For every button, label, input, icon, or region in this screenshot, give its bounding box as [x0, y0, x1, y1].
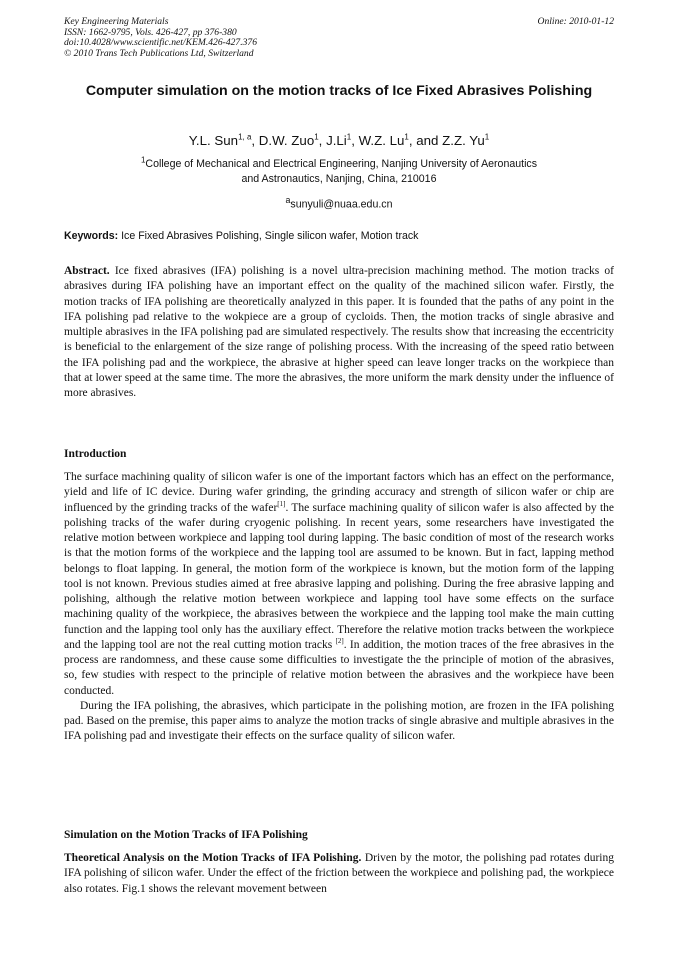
- author-name: W.Z. Lu: [358, 133, 405, 148]
- author-affil-marker: 1: [314, 132, 319, 142]
- email-address: sunyuli@nuaa.edu.cn: [290, 198, 393, 211]
- section-heading-simulation: Simulation on the Motion Tracks of IFA Polishing: [64, 829, 308, 841]
- intro-text: . The surface machining quality of silicon wafer is also affected by the polishing tracks of the wafer during cryogenic polishing. In recent years, some researchers have investigated the relative motion between workpiece and lapping tool during lapping. The basic condition of most of the research works is that the motion forms of the workpiece and the lapping tool are assumed to be known. But in fact, lapping method belongs to float lapping. In general, the motion form of the workpiece is known, but the motion form of the lapping tool is not known. Previous studies aimed at free abrasive lapping and polishing. During the free abrasive lapping and polishing, although the relative motion between workpiece and lapping tool have some effects on the surface machining quality of the workpiece, the abrasives between the workpiece and the lapping tool make the main cutting function and the lapping tool only has the auxiliary effect. Therefore the relative motion tracks between the workpiece and the lapping tool are not the real cutting motion tracks: [64, 501, 615, 651]
- subsection-label: Theoretical Analysis on the Motion Tracks of IFA Polishing.: [64, 852, 362, 864]
- intro-text: The surface machining quality of silicon wafer is one of the important factors which has an effect on the performance, yield and life of IC device. During wafer grinding, the grinding accuracy and strength of silicon wafer or chip are influenced by the grinding tracks of the wafer: [64, 471, 614, 514]
- author-affil-marker: 1: [404, 132, 409, 142]
- email-marker: a: [285, 195, 291, 205]
- keywords-label: Keywords:: [64, 230, 119, 242]
- keywords-text: Ice Fixed Abrasives Polishing, Single silicon wafer, Motion track: [118, 230, 419, 242]
- author-separator: , and: [408, 133, 443, 148]
- author-name: Z.Z. Yu: [442, 133, 485, 148]
- author-email: [64, 193, 614, 212]
- subsection-text: Driven by the motor, the polishing pad rotates during IFA polishing of silicon wafer. Under the effect of the friction between the workpiece and polishing pad, the workpiece also rotates. Fig.1 shows the relevant movement between: [64, 852, 614, 895]
- author-list: [64, 132, 614, 150]
- affiliation-line-2: and Astronautics, Nanjing, China, 210016: [241, 172, 437, 185]
- paper-title: Computer simulation on the motion tracks of Ice Fixed Abrasives Polishing: [85, 83, 593, 99]
- introduction-body: [64, 470, 614, 745]
- citation-ref-1: [1]: [277, 499, 286, 508]
- author-separator: ,: [251, 133, 259, 148]
- author-name: Y.L. Sun: [188, 133, 239, 148]
- online-date: Online: 2010-01-12: [537, 16, 614, 27]
- author-separator: ,: [318, 133, 327, 148]
- affiliation-marker: 1: [140, 155, 146, 165]
- author-affil-marker: 1: [346, 132, 352, 142]
- author-name: J.Li: [326, 133, 347, 148]
- theoretical-analysis-paragraph: [64, 851, 614, 897]
- abstract: [64, 264, 614, 401]
- affiliation-line-1: College of Mechanical and Electrical Engineering, Nanjing University of Aeronautics: [145, 158, 538, 170]
- author-affil-marker: 1: [484, 132, 490, 142]
- copyright-line: © 2010 Trans Tech Publications Ltd, Switzerland: [64, 47, 254, 59]
- intro-text: . In addition, the motion traces of the free abrasives in the process are randomness, and these cause some difficulties to investigate the the principle of motion of the abrasives, so, few studies with respect to the principle of relative motion between the abrasives and the workpiece have been conducted.: [64, 638, 614, 697]
- author-affil-marker: 1, a: [238, 132, 252, 142]
- issn-line: ISSN: 1662-9795, Vols. 426-427, pp 376-380: [64, 26, 237, 38]
- intro-paragraph-1: [64, 470, 614, 699]
- section-heading-introduction: Introduction: [64, 448, 127, 460]
- intro-paragraph-2: During the IFA polishing, the abrasives, which participate in the polishing motion, are frozen in the IFA polishing pad. Based on the premise, this paper aims to analyze the motion tracks of single abrasive and multiple abrasives in the IFA polishing pad and investigate their effects on the surface quality of silicon wafer.: [64, 699, 614, 743]
- doi-line: doi:10.4028/www.scientific.net/KEM.426-427.376: [64, 37, 258, 49]
- author-separator: ,: [351, 133, 359, 148]
- journal-name: Key Engineering Materials: [64, 16, 169, 27]
- abstract-label: Abstract.: [64, 265, 110, 277]
- citation-ref-2: [2]: [335, 636, 344, 645]
- journal-header: [64, 17, 257, 59]
- abstract-text: Ice fixed abrasives (IFA) polishing is a novel ultra-precision machining method. The motion tracks of abrasives during IFA polishing have an important effect on the quality of the machined silicon wafer. Firstly, the motion tracks of IFA polishing are theoretically analyzed in this paper. It is founded that the paths of any point in the IFA polishing pad relative to the wokpiece are a group of cycloids. Then, the motion tracks of single abrasive and multiple abrasives in the IFA polishing pad are simulated respectively. The results show that increasing the eccentricity is beneficial to the enlargement of the size range of polishing process. With the increasing of the speed ratio between the IFA polishing pad and the workpiece, the abrasive at higher speed can leave longer tracks on the workpiece than that at lower speed at the same time. The more the abrasives, the more uniform the mark density under the influence of more abrasives.: [64, 265, 614, 399]
- affiliation: [64, 157, 614, 186]
- author-name: D.W. Zuo: [258, 133, 315, 148]
- keywords: [64, 229, 614, 243]
